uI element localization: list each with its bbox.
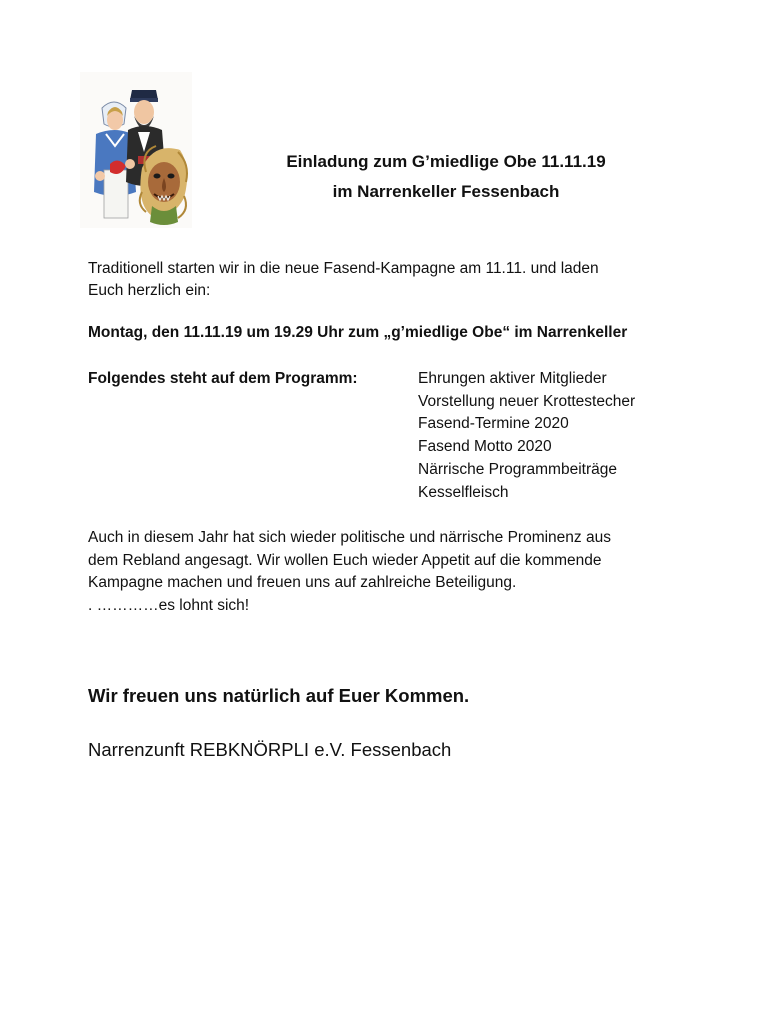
program-item: Närrische Programmbeiträge <box>418 460 617 478</box>
body-line-3: Kampagne machen und freuen uns auf zahlreiche Beteiligung. <box>88 574 517 592</box>
intro-line-1: Traditionell starten wir in die neue Fasend-Kampagne am 11.11. und laden <box>88 260 599 277</box>
program-list <box>418 368 635 504</box>
body-line-2: dem Rebland angesagt. Wir wollen Euch wieder Appetit auf die kommende <box>88 551 602 569</box>
intro-paragraph <box>88 258 708 302</box>
signature: Narrenzunft REBKNÖRPLI e.V. Fessenbach <box>88 739 452 760</box>
invitation-title <box>220 147 672 207</box>
body-paragraph <box>88 527 708 618</box>
closing-line: Wir freuen uns natürlich auf Euer Kommen. <box>88 685 470 706</box>
body-line-1: Auch in diesem Jahr hat sich wieder politische und närrische Prominenz aus <box>88 529 611 546</box>
program-item: Fasend-Termine 2020 <box>418 415 569 433</box>
program-item: Vorstellung neuer Krottestecher <box>418 392 636 410</box>
body-line-4: . …………es lohnt sich! <box>88 597 250 615</box>
carnival-figures-illustration <box>80 72 192 228</box>
intro-line-2: Euch herzlich ein: <box>88 282 211 299</box>
program-item: Fasend Motto 2020 <box>418 438 552 456</box>
event-date-line: Montag, den 11.11.19 um 19.29 Uhr zum „g’miedlige Obe“ im Narrenkeller <box>88 324 628 341</box>
title-line-2: im Narrenkeller Fessenbach <box>332 182 560 201</box>
program-label: Folgendes steht auf dem Programm: <box>88 370 358 387</box>
program-item: Ehrungen aktiver Mitglieder <box>418 370 607 387</box>
program-item: Kesselfleisch <box>418 483 509 501</box>
title-line-1: Einladung zum G’miedlige Obe 11.11.19 <box>286 152 606 171</box>
